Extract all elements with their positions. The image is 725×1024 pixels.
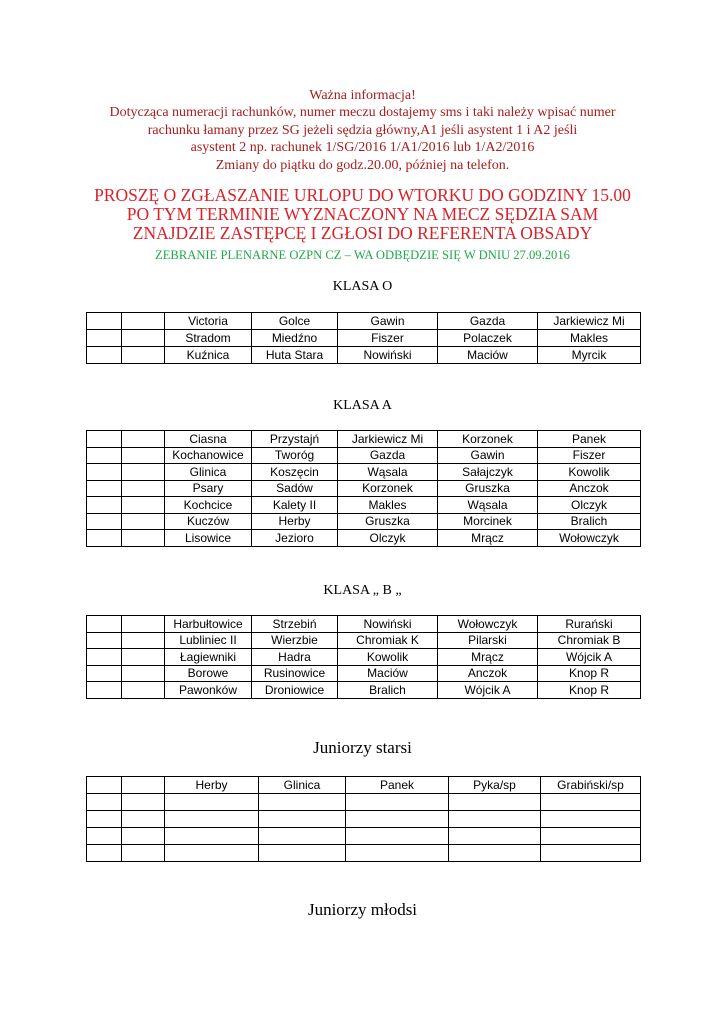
table-cell [87, 480, 122, 497]
table-cell: Panek [538, 431, 641, 448]
table-cell: Wierzbie [252, 632, 338, 649]
table-cell: Łagiewniki [165, 649, 252, 666]
table-cell [122, 665, 165, 682]
table-cell [346, 811, 449, 828]
section-heading-klasa-a: KLASA A [333, 398, 392, 413]
table-cell [122, 777, 165, 794]
table-cell: Harbułtowice [165, 616, 252, 633]
schedule-table-klasa-o [86, 312, 641, 364]
table-cell [87, 649, 122, 666]
table-cell [259, 828, 346, 845]
table-cell [122, 845, 165, 862]
table-cell [122, 347, 165, 364]
table-cell: Gazda [338, 447, 438, 464]
table-cell: Maciów [338, 665, 438, 682]
table-cell [165, 845, 259, 862]
table-row [87, 497, 641, 514]
info-line: Dotycząca numeracji rachunków, numer meczu dostajemy sms i taki należy wpisać numer [109, 105, 616, 121]
table-cell: Herby [165, 777, 259, 794]
table-row [87, 464, 641, 481]
table-cell [87, 616, 122, 633]
schedule-table-klasa-a [86, 430, 641, 547]
table-cell: Huta Stara [252, 347, 338, 364]
table-cell: Lubliniec II [165, 632, 252, 649]
table-cell [122, 649, 165, 666]
table-cell [87, 431, 122, 448]
table-cell: Gawin [438, 447, 538, 464]
table-cell: Korzonek [338, 480, 438, 497]
table-cell: Kuźnica [165, 347, 252, 364]
table-cell [122, 632, 165, 649]
table-cell: Kalety II [252, 497, 338, 514]
table-cell: Strzebiń [252, 616, 338, 633]
table-cell: Chromiak K [338, 632, 438, 649]
table-cell [259, 811, 346, 828]
table-cell [122, 497, 165, 514]
table-cell: Morcinek [438, 513, 538, 530]
table-cell: Myrcik [538, 347, 641, 364]
schedule-table-klasa-b [86, 615, 641, 699]
table-cell [87, 464, 122, 481]
table-cell [87, 447, 122, 464]
table-cell: Stradom [165, 330, 252, 347]
schedule-table-juniorzy-starsi [86, 776, 641, 862]
table-cell: Victoria [165, 313, 252, 330]
table-cell: Borowe [165, 665, 252, 682]
table-cell [259, 794, 346, 811]
table-cell [87, 811, 122, 828]
table-cell: Golce [252, 313, 338, 330]
table-cell: Kochanowice [165, 447, 252, 464]
table-cell: Gruszka [338, 513, 438, 530]
table-cell: Rusinowice [252, 665, 338, 682]
table-cell: Gazda [438, 313, 538, 330]
table-row [87, 682, 641, 699]
table-row [87, 616, 641, 633]
notice-line: ZNAJDZIE ZASTĘPCĘ I ZGŁOSI DO REFERENTA OBSADY [132, 223, 593, 243]
table-cell: Fiszer [338, 330, 438, 347]
table-cell: Herby [252, 513, 338, 530]
table-cell [87, 682, 122, 699]
table-cell [122, 794, 165, 811]
table-cell: Glinica [259, 777, 346, 794]
table-row [87, 828, 641, 845]
table-cell [87, 794, 122, 811]
table-cell: Wójcik A [438, 682, 538, 699]
section-heading-juniorzy-starsi: Juniorzy starsi [313, 738, 412, 757]
table-row [87, 632, 641, 649]
table-cell: Sadów [252, 480, 338, 497]
table-cell [541, 811, 641, 828]
table-row [87, 811, 641, 828]
table-cell: Chromiak B [538, 632, 641, 649]
table-cell: Mrącz [438, 530, 538, 547]
table-cell [87, 347, 122, 364]
table-cell [87, 777, 122, 794]
table-cell: Przystajń [252, 431, 338, 448]
section-heading-klasa-o: KLASA O [332, 279, 393, 294]
table-cell: Glinica [165, 464, 252, 481]
table-cell: Makles [338, 497, 438, 514]
table-cell [449, 845, 541, 862]
table-cell: Knop R [538, 682, 641, 699]
table-cell [346, 845, 449, 862]
table-cell: Fiszer [538, 447, 641, 464]
table-cell: Wąsala [338, 464, 438, 481]
table-cell [165, 794, 259, 811]
table-cell: Psary [165, 480, 252, 497]
section-heading-juniorzy-mlodsi: Juniorzy młodsi [307, 900, 418, 919]
table-cell [346, 828, 449, 845]
table-cell: Bralich [338, 682, 438, 699]
table-cell: Kuczów [165, 513, 252, 530]
table-cell: Wołowczyk [538, 530, 641, 547]
table-cell [87, 828, 122, 845]
table-cell: Panek [346, 777, 449, 794]
table-row [87, 845, 641, 862]
table-cell [122, 447, 165, 464]
table-cell: Jarkiewicz Mi [338, 431, 438, 448]
table-cell [541, 828, 641, 845]
info-line: rachunku łamany przez SG jeżeli sędzia główny,A1 jeśli asystent 1 i A2 jeśli [147, 122, 578, 138]
table-cell [87, 497, 122, 514]
table-row [87, 777, 641, 794]
notice-line: PROSZĘ O ZGŁASZANIE URLOPU DO WTORKU DO GODZINY 15.00 [94, 185, 631, 205]
table-row [87, 665, 641, 682]
info-line: Zmiany do piątku do godz.20.00, później na telefon. [215, 157, 510, 173]
table-cell [346, 794, 449, 811]
table-row [87, 794, 641, 811]
table-cell: Lisowice [165, 530, 252, 547]
table-cell: Jarkiewicz Mi [538, 313, 641, 330]
table-cell: Nowiński [338, 616, 438, 633]
table-row [87, 530, 641, 547]
section-heading-klasa-b: KLASA „ B „ [323, 583, 402, 598]
table-cell: Pyka/sp [449, 777, 541, 794]
table-cell [122, 313, 165, 330]
table-cell [259, 845, 346, 862]
table-cell [87, 313, 122, 330]
table-cell: Gruszka [438, 480, 538, 497]
table-cell: Bralich [538, 513, 641, 530]
table-cell: Kowolik [538, 464, 641, 481]
table-cell: Maciów [438, 347, 538, 364]
table-cell: Koszęcin [252, 464, 338, 481]
table-cell [122, 513, 165, 530]
notice-line: PO TYM TERMINIE WYZNACZONY NA MECZ SĘDZIA SAM [126, 204, 599, 224]
table-row [87, 513, 641, 530]
table-cell [87, 330, 122, 347]
table-row [87, 447, 641, 464]
table-cell: Wąsala [438, 497, 538, 514]
table-cell: Tworóg [252, 447, 338, 464]
table-cell: Kowolik [338, 649, 438, 666]
table-cell: Mrącz [438, 649, 538, 666]
table-cell [541, 794, 641, 811]
table-cell: Knop R [538, 665, 641, 682]
table-cell: Wójcik A [538, 649, 641, 666]
table-cell: Pilarski [438, 632, 538, 649]
table-cell [449, 828, 541, 845]
table-row [87, 347, 641, 364]
table-cell [122, 682, 165, 699]
table-cell [541, 845, 641, 862]
info-line: Ważna informacja! [309, 88, 416, 103]
table-row [87, 649, 641, 666]
table-cell [122, 480, 165, 497]
table-cell: Polaczek [438, 330, 538, 347]
table-cell [87, 632, 122, 649]
table-cell [122, 330, 165, 347]
table-cell [122, 616, 165, 633]
table-cell [87, 665, 122, 682]
table-cell: Kochcice [165, 497, 252, 514]
table-cell: Korzonek [438, 431, 538, 448]
table-cell [122, 530, 165, 547]
table-cell [449, 811, 541, 828]
table-cell: Gawin [338, 313, 438, 330]
table-cell [165, 811, 259, 828]
table-cell [87, 513, 122, 530]
table-cell: Jezioro [252, 530, 338, 547]
table-cell: Makles [538, 330, 641, 347]
table-cell: Sałajczyk [438, 464, 538, 481]
table-cell: Pawonków [165, 682, 252, 699]
table-cell: Ciasna [165, 431, 252, 448]
table-cell: Nowiński [338, 347, 438, 364]
meeting-announcement: ZEBRANIE PLENARNE OZPN CZ – WA ODBĘDZIE SIĘ W DNIU 27.09.2016 [155, 248, 570, 262]
table-cell [87, 845, 122, 862]
table-cell [87, 530, 122, 547]
table-cell [122, 464, 165, 481]
table-cell: Miedźno [252, 330, 338, 347]
table-cell [449, 794, 541, 811]
table-row [87, 431, 641, 448]
info-line: asystent 2 np. rachunek 1/SG/2016 1/A1/2016 lub 1/A2/2016 [190, 140, 535, 156]
table-cell: Anczok [438, 665, 538, 682]
table-cell: Anczok [538, 480, 641, 497]
table-cell: Grabiński/sp [541, 777, 641, 794]
table-cell [122, 828, 165, 845]
table-cell: Droniowice [252, 682, 338, 699]
table-cell [165, 828, 259, 845]
table-row [87, 480, 641, 497]
table-cell: Rurański [538, 616, 641, 633]
table-cell: Olczyk [538, 497, 641, 514]
table-row [87, 313, 641, 330]
info-block [60, 87, 665, 174]
table-cell: Wołowczyk [438, 616, 538, 633]
table-cell [122, 811, 165, 828]
table-row [87, 330, 641, 347]
table-cell [122, 431, 165, 448]
table-cell: Olczyk [338, 530, 438, 547]
table-cell: Hadra [252, 649, 338, 666]
vacation-notice [40, 186, 685, 243]
